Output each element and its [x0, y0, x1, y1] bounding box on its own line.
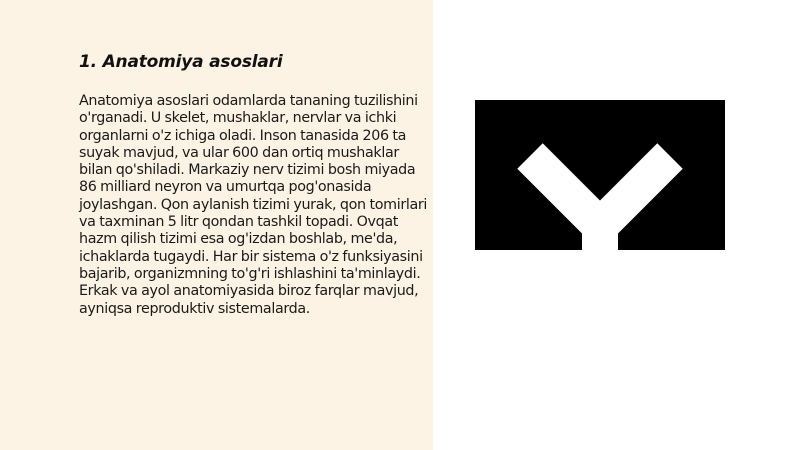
broken-image-x-icon	[475, 100, 725, 250]
slide-body-text: Anatomiya asoslari odamlarda tananing tuzilishini o'rganadi. U skelet, mushaklar, nervlar va ichki organlarni o'z ichiga oladi. Inson tanasida 206 ta suyak mavjud, va ular 600 dan ortiq mushaklar bilan qo'shiladi. Markaziy nerv tizimi bosh miyada 86 milliard neyron va umurtqa pog'onasida joylashgan. Qon aylanish tizimi yurak, qon tomirlari va taxminan 5 litr qondan tashkil topadi. Ovqat hazm qilish tizimi esa og'izdan boshlab, me'da, ichaklarda tugaydi. Har bir sistema o'z funksiyasini bajarib, organizmning to'g'ri ishlashini ta'minlaydi. Erkak va ayol anatomiyasida biroz farqlar mavjud, ayniqsa reproduktiv sistemalarda.	[79, 93, 428, 317]
slide-title: 1. Anatomiya asoslari	[79, 52, 283, 72]
slide-image	[475, 100, 725, 250]
